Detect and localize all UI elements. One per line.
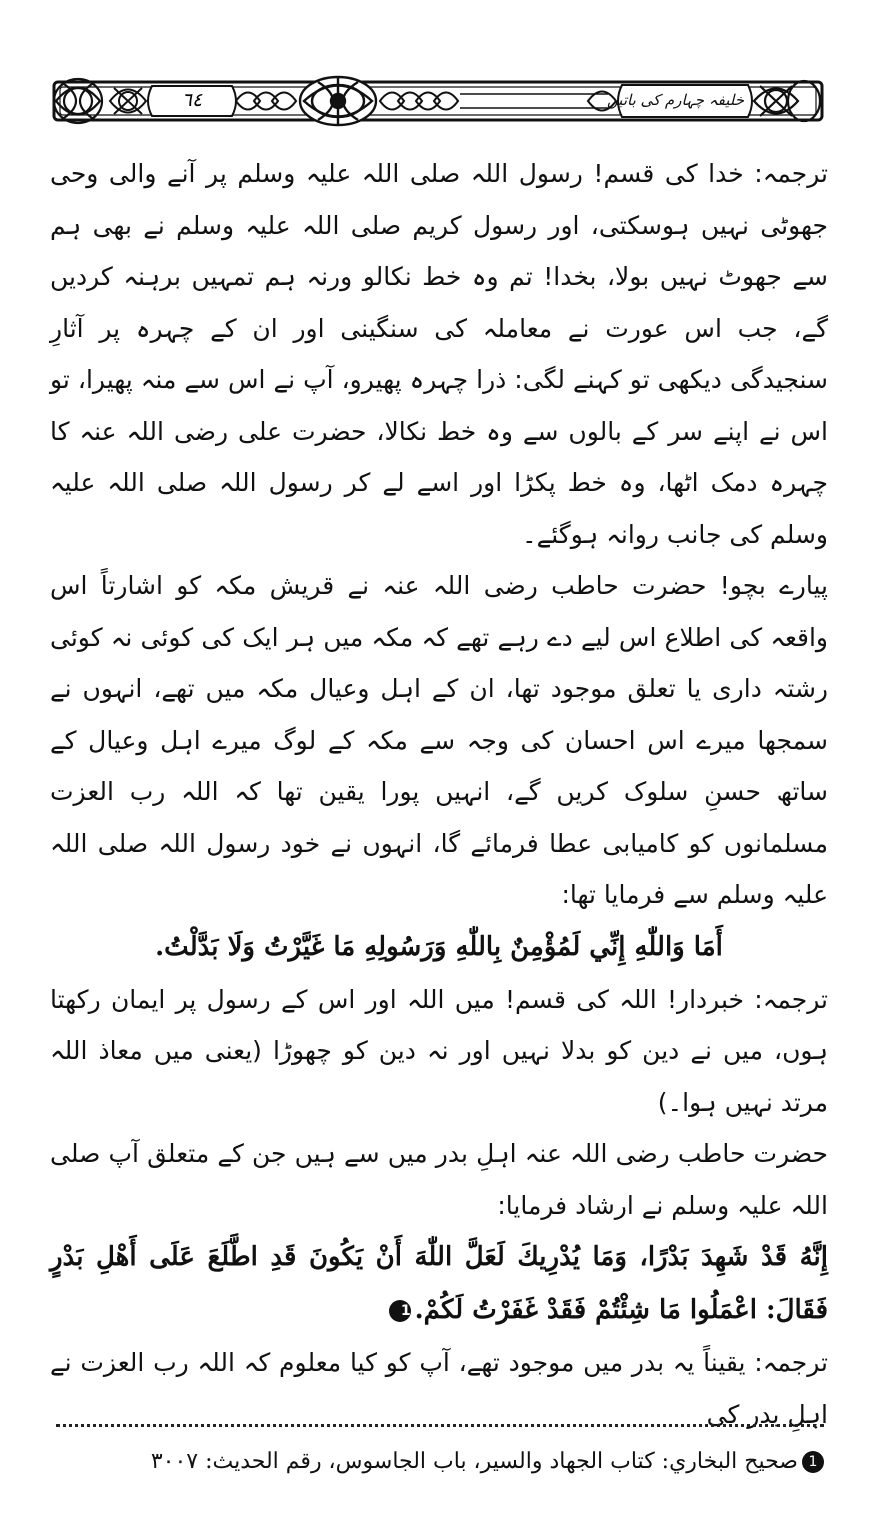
translation-label: ترجمہ:	[754, 984, 828, 1014]
book-title: خلیفہ چہارم کی باتیں	[606, 91, 744, 109]
footnote-number: 1	[802, 1451, 824, 1473]
translation-paragraph	[50, 974, 828, 1129]
main-text	[50, 148, 828, 1440]
arabic-quote: أَمَا وَاللّٰهِ إِنِّي لَمُؤْمِنٌ بِاللّٰهِ وَرَسُولِهِ مَا غَيَّرْتُ وَلَا بَدَّلْتُ.	[155, 931, 723, 962]
translation-label: ترجمہ:	[754, 1348, 829, 1377]
footnote-text: صحيح البخاري: كتاب الجهاد والسير، باب الجاسوس، رقم الحديث: ٣٠٠٧	[150, 1449, 798, 1474]
page-header-ornament	[48, 72, 828, 130]
paragraph-text: حضرت حاطب رضی اللہ عنہ اہلِ بدر میں سے ہیں جن کے متعلق آپ صلی اللہ علیہ وسلم نے ارشاد فرمایا:	[50, 1139, 828, 1220]
paragraph-text: خبردار! اللہ کی قسم! میں اللہ اور اس کے رسول پر ایمان رکھتا ہوں، میں نے دین کو بدلا نہیں اور نہ دین کو چھوڑا (یعنی میں معاذ اللہ مرتد نہیں ہوا۔)	[50, 984, 828, 1117]
hadith-text	[50, 1231, 828, 1337]
narrative-paragraph	[50, 560, 828, 921]
translation-label: ترجمہ:	[754, 159, 828, 188]
paragraph-text: خدا کی قسم! رسول اللہ صلی اللہ علیہ وسلم پر آنے والی وحی جھوٹی نہیں ہوسکتی، اور رسول کریم صلی اللہ علیہ وسلم نے بھی ہم سے جھوٹ نہیں بولا، بخدا! تم وہ خط نکالو ورنہ ہم تمہیں برہنہ کردیں گے، جب اس عورت نے معاملہ کی سنگینی اور ان کے چہرہ پر آثارِ سنجیدگی دیکھی تو کہنے لگی: ذرا چہرہ پھیرو، آپ نے اس سے منہ پھیرا، تو اس نے اپنے سر کے بالوں سے وہ خط نکالا، حضرت علی رضی اللہ عنہ کا چہرہ دمک اٹھا، وہ خط پکڑا اور اسے لے کر رسول اللہ صلی اللہ علیہ وسلم کی جانب روانہ ہوگئے۔	[50, 159, 828, 549]
footnote-reference[interactable]: 1	[389, 1300, 411, 1322]
narrative-paragraph	[50, 1128, 828, 1231]
page-number: ٦٤	[181, 89, 203, 111]
paragraph-text: پیارے بچو! حضرت حاطب رضی اللہ عنہ نے قریش مکہ کو اشارتاً اس واقعہ کی اطلاع اس لیے دے رہے تھے کہ مکہ میں ہر ایک کی کوئی نہ کوئی رشتہ داری یا تعلق موجود تھا، ان کے اہل وعیال مکہ میں تھے، انہوں نے سمجھا میرے اس احسان کی وجہ سے مکہ کے لوگ میرے اہل وعیال کے ساتھ حسنِ سلوک کریں گے، انہیں پورا یقین تھا کہ اللہ رب العزت مسلمانوں کو کامیابی عطا فرمائے گا، انہوں نے خود رسول اللہ صلی اللہ علیہ وسلم سے فرمایا تھا:	[50, 571, 828, 909]
paragraph-text: یقیناً یہ بدر میں موجود تھے، آپ کو کیا معلوم کہ اللہ رب العزت نے اہلِ بدر کی	[50, 1348, 828, 1429]
footnote-divider	[56, 1424, 824, 1427]
hadith-arabic: إِنَّهُ قَدْ شَهِدَ بَدْرًا، وَمَا يُدْرِيكَ لَعَلَّ اللّٰهَ أَنْ يَكُونَ قَدِ اطَّلَعَ عَلَى أَهْلِ بَدْرٍ فَقَالَ: اعْمَلُوا مَا شِئْتُمْ فَقَدْ غَفَرْتُ لَكُمْ.	[50, 1242, 828, 1325]
translation-paragraph	[50, 148, 828, 560]
footnote	[50, 1444, 828, 1480]
